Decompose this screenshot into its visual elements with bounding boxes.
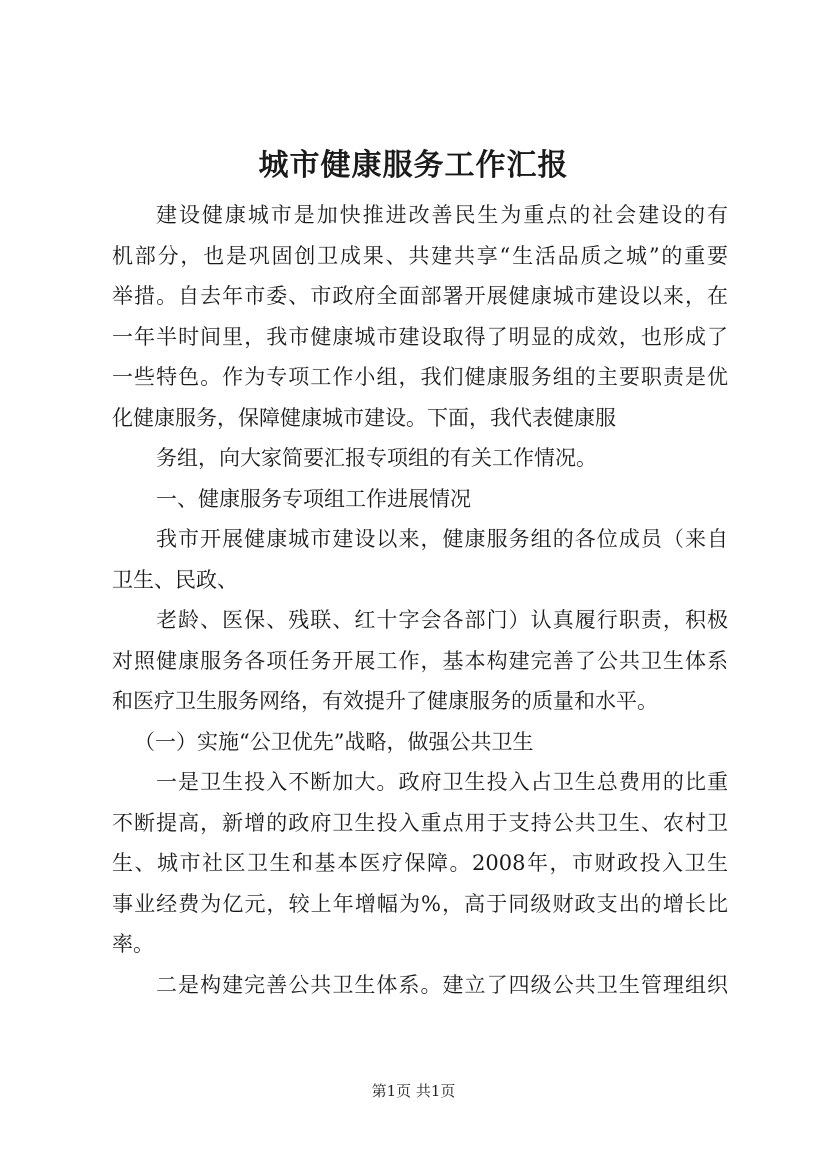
paragraph-line: 举措。自去年市委、市政府全面部署开展健康城市建设以来，在 — [112, 284, 728, 308]
paragraph-line: 机部分，也是巩固创卫成果、共建共享“生活品质之城”的重要 — [112, 243, 728, 268]
subsection-heading: （一）实施“公卫优先”战略，做强公共卫生 — [134, 729, 534, 754]
document-body — [112, 195, 728, 1005]
paragraph-line: 卫生、民政、 — [112, 567, 238, 592]
paragraph-line: 对照健康服务各项任务开展工作，基本构建完善了公共卫生体系 — [112, 648, 728, 673]
paragraph-line: 事业经费为亿元，较上年增幅为%，高于同级财政支出的增长比 — [112, 891, 728, 916]
paragraph-line: 生、城市社区卫生和基本医疗保障。2008年，市财政投入卫生 — [112, 851, 728, 875]
page-footer: 第1页 共1页 — [371, 1082, 456, 1100]
paragraph-line: 一年半时间里，我市健康城市建设取得了明显的成效，也形成了 — [112, 324, 728, 349]
paragraph-line: 务组，向大家简要汇报专项组的有关工作情况。 — [156, 446, 597, 470]
section-heading: 一、健康服务专项组工作进展情况 — [156, 486, 471, 511]
paragraph-line: 化健康服务，保障健康城市建设。下面，我代表健康服 — [112, 405, 616, 430]
document-title: 城市健康服务工作汇报 — [258, 148, 569, 183]
paragraph-line: 建设健康城市是加快推进改善民生为重点的社会建设的有 — [156, 203, 728, 227]
paragraph-line: 和医疗卫生服务网络，有效提升了健康服务的质量和水平。 — [112, 689, 658, 713]
paragraph-line: 一些特色。作为专项工作小组，我们健康服务组的主要职责是优 — [112, 365, 728, 389]
paragraph-line: 一是卫生投入不断加大。政府卫生投入占卫生总费用的比重 — [156, 770, 728, 794]
paragraph-line: 老龄、医保、残联、红十字会各部门）认真履行职责，积极 — [156, 608, 728, 632]
paragraph-line: 我市开展健康城市建设以来，健康服务组的各位成员（来自 — [156, 527, 728, 551]
paragraph-line: 不断提高，新增的政府卫生投入重点用于支持公共卫生、农村卫 — [112, 810, 728, 835]
paragraph-line: 率。 — [112, 932, 154, 956]
paragraph-line: 二是构建完善公共卫生体系。建立了四级公共卫生管理组织 — [156, 972, 728, 997]
